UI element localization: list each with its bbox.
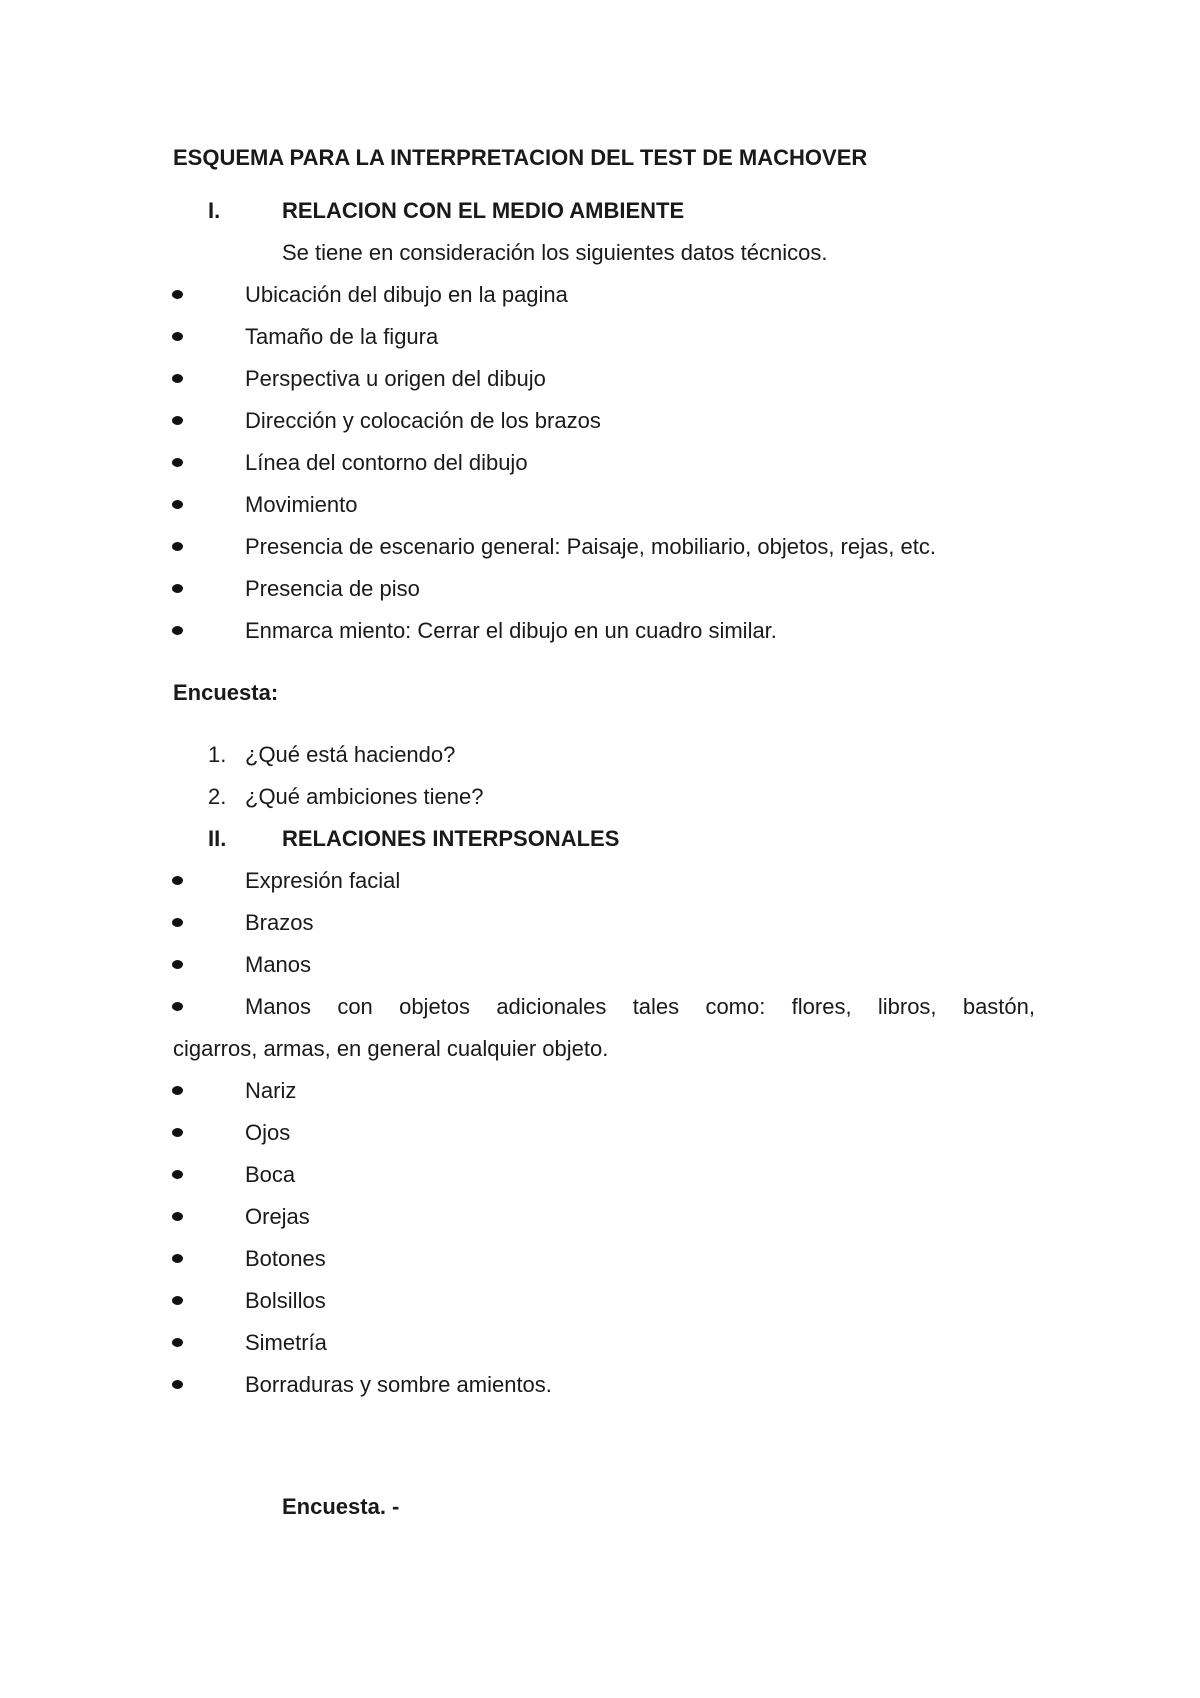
section1-heading: RELACION CON EL MEDIO AMBIENTE [282,198,685,223]
bullet-icon [172,416,183,425]
section1-numeral: I. [208,198,221,223]
list-item-number: 1. [208,742,227,767]
list-item-number: 2. [208,784,227,809]
bullet-icon [172,1128,183,1137]
list-item-continuation: cigarros, armas, en general cualquier objeto. [173,1036,609,1061]
bullet-icon [172,458,183,467]
list-item: Ojos [245,1120,291,1145]
bullet-icon [172,1338,183,1347]
list-item: ¿Qué está haciendo? [245,742,456,767]
bullet-icon [172,918,183,927]
bullet-icon [172,1254,183,1263]
list-item: Enmarca miento: Cerrar el dibujo en un cuadro similar. [245,618,777,643]
list-item: Bolsillos [245,1288,326,1313]
list-item: Movimiento [245,492,358,517]
bullet-icon [172,584,183,593]
bullet-icon [172,960,183,969]
bullet-icon [172,1380,183,1389]
list-item: Manos [245,952,312,977]
bullet-icon [172,1212,183,1221]
list-item: Expresión facial [245,868,401,893]
list-item: Ubicación del dibujo en la pagina [245,282,568,307]
bullet-icon [172,542,183,551]
bullet-icon [172,626,183,635]
survey1-heading: Encuesta: [173,680,279,705]
bullet-icon [172,1002,183,1011]
list-item: Tamaño de la figura [245,324,439,349]
document-title: ESQUEMA PARA LA INTERPRETACION DEL TEST DE MACHOVER [173,145,868,170]
list-item: Línea del contorno del dibujo [245,450,528,475]
section1-intro: Se tiene en consideración los siguientes datos técnicos. [282,240,828,265]
list-item: Presencia de piso [245,576,420,601]
list-item: Brazos [245,910,314,935]
list-item: Dirección y colocación de los brazos [245,408,601,433]
list-item: Simetría [245,1330,327,1355]
list-item: Borraduras y sombre amientos. [245,1372,552,1397]
list-item: Perspectiva u origen del dibujo [245,366,546,391]
bullet-icon [172,876,183,885]
survey2-heading: Encuesta. - [282,1494,400,1519]
bullet-icon [172,290,183,299]
list-item: Botones [245,1246,326,1271]
list-item: Presencia de escenario general: Paisaje, mobiliario, objetos, rejas, etc. [245,534,936,559]
bullet-icon [172,374,183,383]
bullet-icon [172,1296,183,1305]
list-item: Orejas [245,1204,310,1229]
list-item: Nariz [245,1078,297,1103]
bullet-icon [172,332,183,341]
bullet-icon [172,1170,183,1179]
list-item: Manos con objetos adicionales tales como: flores, libros, bastón, [245,994,1035,1019]
list-item: Boca [245,1162,296,1187]
section2-numeral: II. [208,826,227,851]
bullet-icon [172,1086,183,1095]
list-item: ¿Qué ambiciones tiene? [245,784,484,809]
section2-heading: RELACIONES INTERPSONALES [282,826,620,851]
bullet-icon [172,500,183,509]
